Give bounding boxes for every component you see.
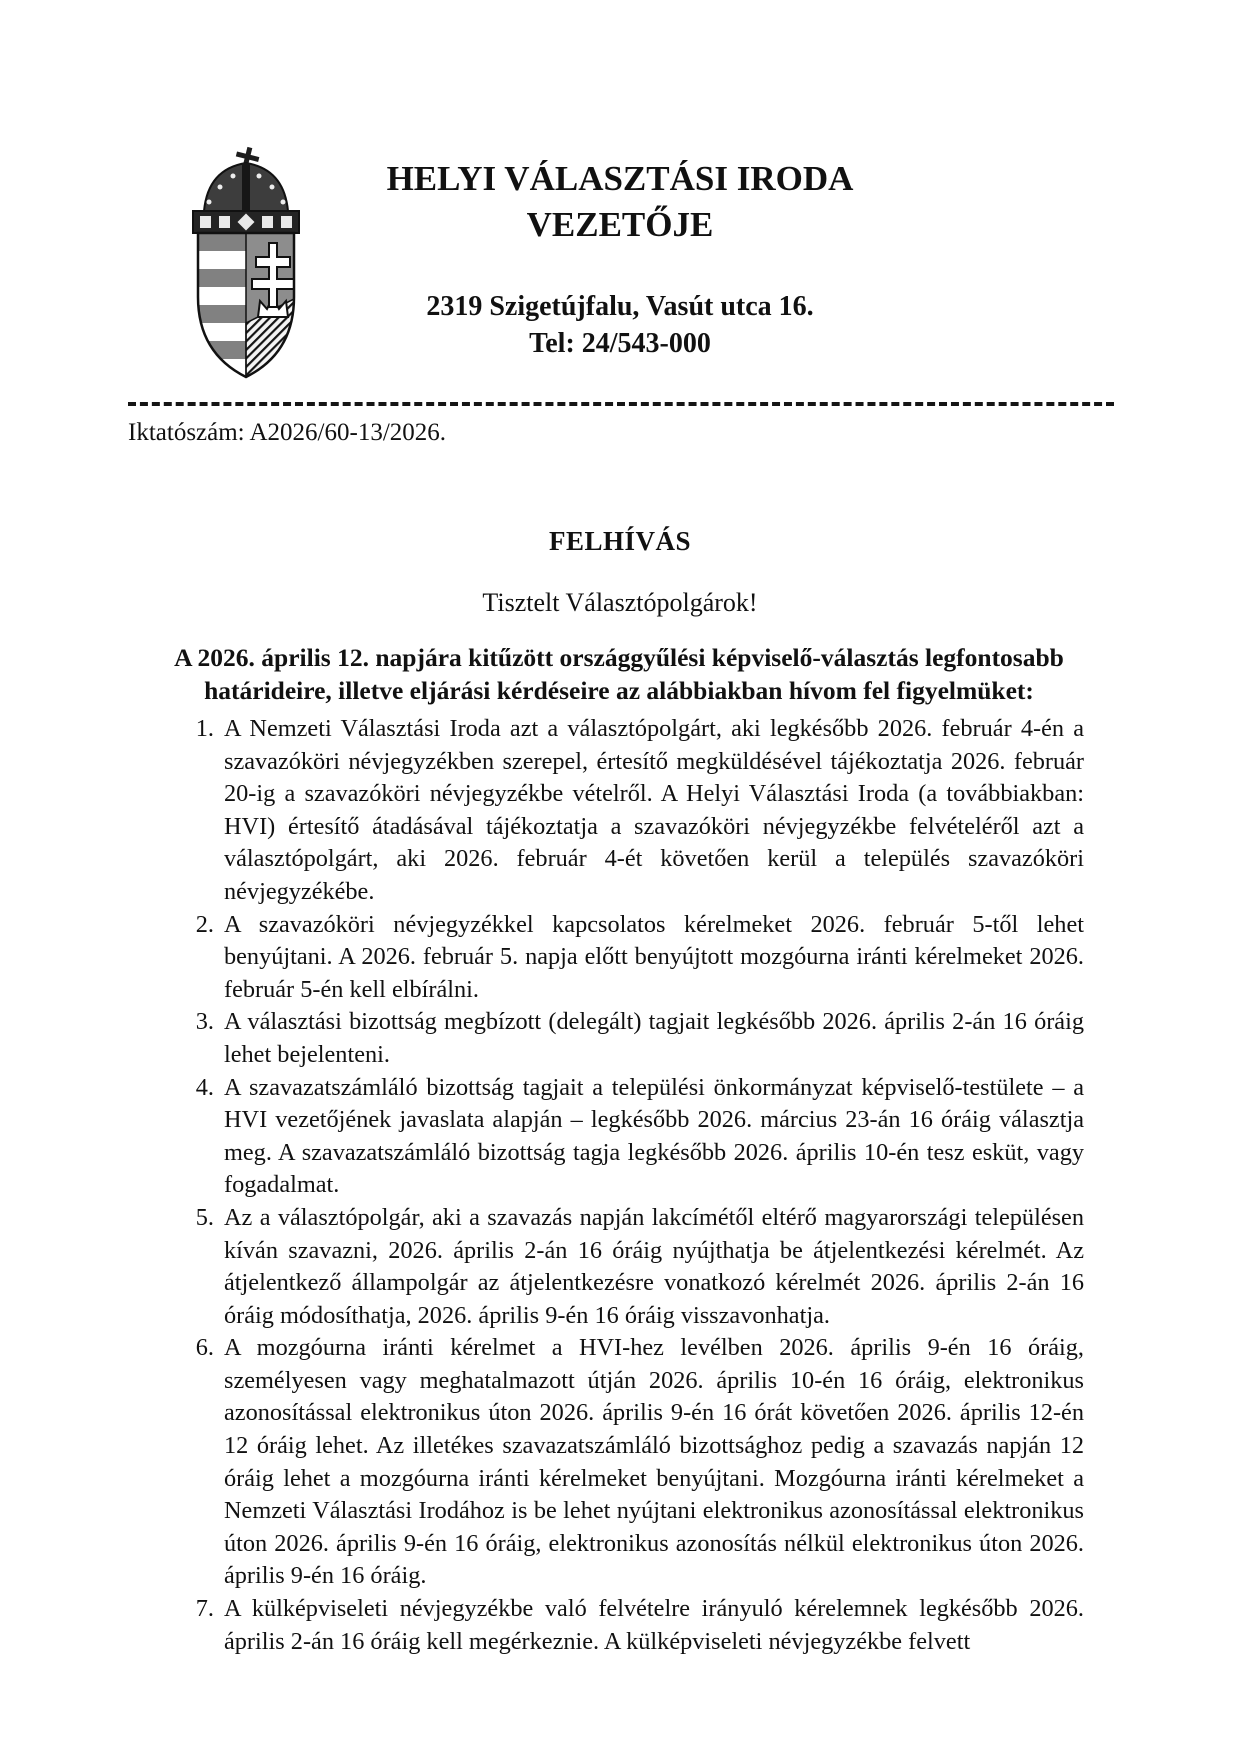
list-item-text: Az a választópolgár, aki a szavazás napján lakcímétől eltérő magyarországi településen kíván szavazni, 2026. április 2-án 16 óráig nyújthatja be átjelentkezési kérelmét. Az átjelentkező állampolgár az átjelentkezésre vonatkozó kérelmét 2026. április 2-án 16 óráig módosíthatja, 2026. április 9-én 16 óráig visszavonhatja. [224,1203,1084,1329]
org-address: 2319 Szigetújfalu, Vasút utca 16. [426,291,814,322]
letterhead [0,156,1240,248]
deadline-section [128,713,1084,1658]
org-phone: Tel: 24/543-000 [529,328,711,359]
list-item-text: A külképviseleti névjegyzékbe való felvételre irányuló kérelemnek legkésőbb 2026. április 2-án 16 óráig kell megérkeznie. A külképviseleti névjegyzékbe felvett [224,1595,1084,1655]
list-item-text: A Nemzeti Választási Iroda azt a választópolgárt, aki legkésőbb 2026. február 4-én a szavazóköri névjegyzékben szerepel, értesítő megküldésével tájékoztatja 2026. február 20-ig a szavazóköri névjegyzékbe vételről. A Helyi Választási Iroda (a továbbiakban: HVI) értesítő átadásával tájékoztatja a szavazóköri névjegyzékbe felvételéről azt a választópolgárt, aki 2026. február 4-ét követően kerül a település szavazóköri névjegyzékébe. [224,715,1084,905]
list-item [220,1332,1084,1593]
deadline-list [128,713,1084,1658]
list-item [220,909,1084,1007]
registry-number: Iktatószám: A2026/60-13/2026. [128,419,447,446]
list-item-text: A szavazóköri névjegyzékkel kapcsolatos kérelmeket 2026. február 5-től lehet benyújtani. A 2026. február 5. napja előtt benyújtott mozgóurna iránti kérelmeket 2026. február 5-én kell elbírálni. [224,910,1084,1003]
letterhead-contact [0,288,1240,362]
org-name-line1: HELYI VÁLASZTÁSI IRODA [386,159,854,198]
list-item [220,1072,1084,1202]
list-item-text: A szavazatszámláló bizottság tagjait a települési önkormányzat képviselő-testülete – a HVI vezetőjének javaslata alapján – legkésőbb 2026. március 23-án 16 óráig választja meg. A szavazatszámláló bizottság tagja legkésőbb 2026. április 10-én tesz esküt, vagy fogadalmat. [224,1073,1084,1199]
list-item [220,1202,1084,1332]
dashed-divider [128,402,1114,406]
list-item [220,1593,1084,1658]
document-title: FELHÍVÁS [548,526,692,556]
list-item-text: A választási bizottság megbízott (delegált) tagjait legkésőbb 2026. április 2-án 16 óráig lehet bejelenteni. [224,1008,1084,1068]
org-name-line2: VEZETŐJE [526,205,714,244]
list-item [220,1006,1084,1071]
list-item-text: A mozgóurna iránti kérelmet a HVI-hez levélben 2026. április 9-én 16 óráig, személyesen vagy meghatalmazott útján 2026. április 10-én 16 óráig, elektronikus azonosítással elektronikus úton 2026. április 9-én 16 órát követően 2026. április 12-én 12 óráig lehet. Az illetékes szavazatszámláló bizottsághoz pedig a szavazás napján 12 óráig lehet a mozgóurna iránti kérelmeket benyújtani. Mozgóurna iránti kérelmeket a Nemzeti Választási Irodához is be lehet nyújtani elektronikus azonosítással elektronikus úton 2026. április 9-én 16 óráig, elektronikus azonosítás nélkül elektronikus úton 2026. április 9-én 16 óráig. [224,1334,1084,1590]
salutation: Tisztelt Választópolgárok! [482,588,758,617]
list-item [220,713,1084,909]
intro-paragraph: A 2026. április 12. napjára kitűzött országgyűlési képviselő-választás legfontosabb határideire, illetve eljárási kérdéseire az alábbiakban hívom fel figyelmüket: [174,643,1064,705]
